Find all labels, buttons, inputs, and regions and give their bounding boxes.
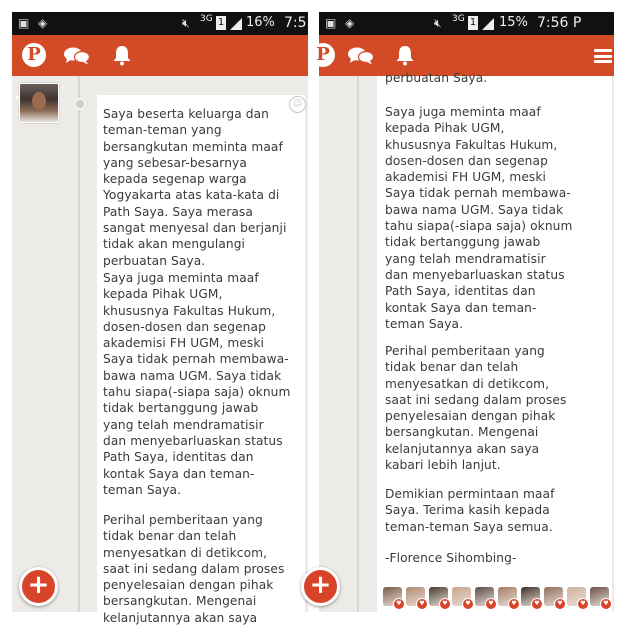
post-signature: -Florence Sihombing- — [385, 551, 517, 565]
friend-avatar[interactable] — [383, 587, 402, 606]
add-icon[interactable]: + — [301, 567, 340, 606]
sim-indicator: 1 — [217, 17, 225, 28]
emotion-avatars — [383, 587, 615, 611]
timeline-line — [357, 76, 359, 612]
friend-avatar[interactable] — [498, 587, 517, 606]
friend-avatar[interactable] — [521, 587, 540, 606]
add-icon[interactable]: + — [19, 567, 58, 606]
post-paragraph-3: Perihal pemberitaan yang tidak benar dan telah menyesatkan di detikcom, saat ini sedang dalam proses penyelesaian dengan pihak bersangkutan. Mengenai kelanjutannya akan saya — [103, 513, 285, 625]
heart-icon: ♥ — [531, 598, 543, 610]
chat-bubbles-icon[interactable] — [348, 47, 374, 65]
battery-level: 16% — [246, 15, 275, 30]
friend-avatar[interactable] — [429, 587, 448, 606]
post-paragraph-1: perbuatan Saya. — [385, 71, 488, 85]
status-bar — [319, 12, 614, 35]
clock: 7:5 — [284, 15, 307, 31]
post-paragraph-2: Saya juga meminta maaf kepada Pihak UGM, khususnya Fakultas Hukum, dosen-dosen dan segenap akademisi FH UGM, meski Saya tidak pernah membawa- bawa nama UGM. Saya tidak tahu siapa(-siapa saja) oknum tidak bertanggung jawab yang telah mendramatisir dan menyebarluaskan status Path Saya, identitas dan kontak Saya dan teman- teman Saya. — [385, 105, 573, 331]
avatar[interactable] — [19, 83, 59, 123]
heart-icon: ♥ — [485, 598, 497, 610]
network-type: 3G — [452, 14, 465, 24]
bell-icon[interactable] — [111, 44, 133, 66]
battery-level: 15% — [499, 15, 528, 30]
sim-indicator: 1 — [469, 17, 477, 28]
heart-icon: ♥ — [439, 598, 451, 610]
pinterest-icon[interactable]: P — [22, 43, 46, 67]
friend-avatar[interactable] — [452, 587, 471, 606]
notification-icon: ▣ — [18, 16, 30, 30]
heart-icon: ♥ — [462, 598, 474, 610]
friend-avatar[interactable] — [567, 587, 586, 606]
heart-icon: ♥ — [554, 598, 566, 610]
friend-avatar[interactable] — [406, 587, 425, 606]
heart-icon: ♥ — [393, 598, 405, 610]
bell-icon[interactable] — [394, 44, 416, 66]
heart-icon: ♥ — [416, 598, 428, 610]
clock: 7:56 P — [537, 15, 582, 31]
friend-avatar[interactable] — [590, 587, 609, 606]
signal-icon — [230, 18, 242, 30]
mute-icon: 🔇︎ — [182, 16, 190, 30]
screenshot-left — [12, 12, 308, 625]
wifi-icon: ◈ — [345, 16, 355, 30]
timeline-line — [78, 76, 80, 612]
chat-bubbles-icon[interactable] — [64, 47, 90, 65]
friend-avatar[interactable] — [544, 587, 563, 606]
signal-icon — [482, 18, 494, 30]
app-bar — [12, 35, 308, 76]
heart-icon: ♥ — [577, 598, 589, 610]
post-paragraph-1: Saya beserta keluarga dan teman-teman yang bersangkutan meminta maaf yang sebesar-besarnya kepada segenap warga Yogyakarta atas kata-kata di Path Saya. Saya merasa sangat menyesal dan berjanji tidak akan mengulangi perbuatan Saya. — [103, 107, 287, 268]
pinterest-icon[interactable]: P — [311, 43, 335, 67]
heart-icon: ♥ — [508, 598, 520, 610]
menu-icon[interactable] — [594, 49, 612, 63]
network-type: 3G — [200, 14, 213, 24]
wifi-icon: ◈ — [38, 16, 48, 30]
mute-icon: 🔇︎ — [434, 16, 442, 30]
post-paragraph-4: Demikian permintaan maaf Saya. Terima kasih kepada teman-teman Saya semua. — [385, 487, 555, 534]
screenshot-right — [309, 12, 614, 612]
status-bar — [12, 12, 308, 35]
post-paragraph-3: Perihal pemberitaan yang tidak benar dan telah menyesatkan di detikcom, saat ini sedang dalam proses penyelesaian dengan pihak bersangkutan. Mengenai kelanjutannya akan saya kabari lebih lanjut. — [385, 344, 567, 473]
friend-avatar[interactable] — [475, 587, 494, 606]
smile-icon[interactable]: ☺ — [289, 96, 306, 113]
post-paragraph-2: Saya juga meminta maaf kepada Pihak UGM, khususnya Fakultas Hukum, dosen-dosen dan segenap akademisi FH UGM, meski Saya tidak pernah membawa- bawa nama UGM. Saya tidak tahu siapa(-siapa saja) oknum tidak bertanggung jawab yang telah mendramatisir dan menyebarluaskan status Path Saya, identitas dan kontak Saya dan teman- teman Saya. — [103, 271, 291, 497]
heart-icon: ♥ — [600, 598, 612, 610]
timeline-dot — [74, 98, 86, 110]
image-icon: ▣ — [325, 16, 337, 30]
